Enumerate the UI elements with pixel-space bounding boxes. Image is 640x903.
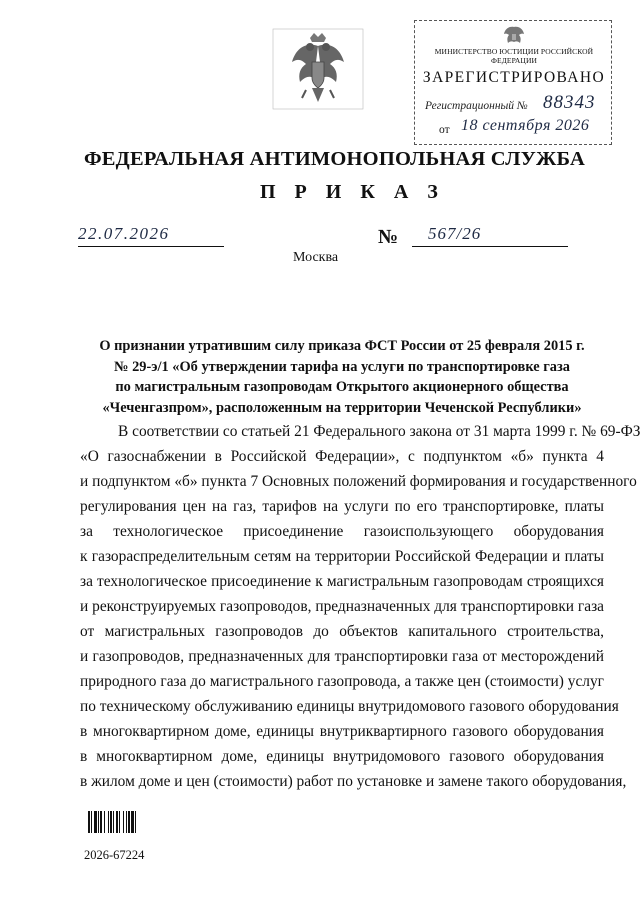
barcode-bar: [100, 811, 102, 833]
body-line: природного газа до магистрального газопровода, а также цен (стоимости) услуг: [80, 673, 604, 690]
number-sign: №: [378, 226, 399, 248]
barcode-bar: [116, 811, 118, 833]
barcode-bar: [91, 811, 92, 833]
body-line: от магистральных газопроводов до объектов капитального строительства,: [80, 623, 604, 640]
body-line: «О газоснабжении в Российской Федерации», с подпунктом «б» пункта 4: [80, 448, 604, 465]
body-line: к газораспределительным сетям на территории Российской Федерации и платы: [80, 548, 604, 565]
barcode-bar: [128, 811, 130, 833]
stamp-date-line: [425, 117, 609, 143]
agency-name: ФЕДЕРАЛЬНАЯ АНТИМОНОПОЛЬНАЯ СЛУЖБА: [84, 148, 585, 170]
order-title: [80, 336, 604, 418]
barcode-bar: [135, 811, 136, 833]
registration-stamp: [414, 20, 612, 145]
body-line: и подпунктом «б» пункта 7 Основных положений формирования и государственного: [80, 473, 637, 490]
barcode-bar: [94, 811, 97, 833]
document-type: П Р И К А З: [260, 181, 445, 203]
barcode-bar: [126, 811, 127, 833]
barcode-bar: [108, 811, 109, 833]
title-line: № 29-э/1 «Об утверждении тарифа на услуги по транспортировке газа: [114, 358, 570, 375]
stamp-reg-number: 88343: [543, 92, 596, 113]
barcode-bar: [98, 811, 99, 833]
document-code: 2026-67224: [84, 848, 145, 862]
stamp-registered-label: ЗАРЕГИСТРИРОВАНО: [422, 69, 606, 86]
body-line: за технологическое присоединение к магистральным газопроводам строящихся: [80, 573, 604, 590]
title-line: «Чеченгазпром», расположенным на территории Чеченской Республики»: [102, 399, 582, 416]
barcode-bar: [113, 811, 114, 833]
barcode-bar: [131, 811, 134, 833]
barcode-bar: [104, 811, 105, 833]
body-line: и реконструируемых газопроводов, предназначенных для транспортировки газа: [80, 598, 604, 615]
barcode-bar: [110, 811, 112, 833]
body-line: в многоквартирном доме, единицы внутриквартирного газового оборудования: [80, 723, 604, 740]
title-line: О признании утратившим силу приказа ФСТ России от 25 февраля 2015 г.: [99, 338, 585, 354]
body-line: в многоквартирном доме, единицы внутридомового газового оборудования: [80, 748, 604, 765]
order-date: 22.07.2026: [78, 224, 170, 243]
body-line: и газопроводов, предназначенных для транспортировки газа от месторождений: [80, 648, 604, 665]
body-line: В соответствии со статьей 21 Федерального закона от 31 марта 1999 г. № 69-ФЗ: [118, 423, 640, 440]
title-line: по магистральным газопроводам Открытого акционерного общества: [115, 379, 569, 396]
coat-of-arms-icon: [272, 28, 364, 110]
body-line: по техническому обслуживанию единицы внутридомового газового оборудования: [80, 698, 619, 715]
barcode-bar: [88, 811, 90, 833]
body-line: в жилом доме и цен (стоимости) работ по установке и замене такого оборудования,: [80, 773, 627, 790]
stamp-emblem-icon: [499, 23, 529, 49]
stamp-date-prefix: от: [439, 124, 450, 136]
body-line: за технологическое присоединение газоиспользующего оборудования: [80, 523, 604, 540]
barcode-bar: [123, 811, 124, 833]
barcode-bar: [119, 811, 120, 833]
stamp-reg-number-line: [425, 92, 609, 118]
stamp-date-value: 18 сентября 2026: [461, 117, 590, 134]
stamp-reg-label: Регистрационный №: [425, 100, 528, 112]
barcode-icon: [88, 811, 160, 833]
city: Москва: [293, 250, 339, 265]
order-number: 567/26: [428, 224, 482, 243]
body-line: регулирования цен на газ, тарифов на услуги по его транспортировке, платы: [80, 498, 604, 515]
stamp-ministry-name: МИНИСТЕРСТВО ЮСТИЦИИ РОССИЙСКОЙ ФЕДЕРАЦИИ: [434, 47, 594, 65]
